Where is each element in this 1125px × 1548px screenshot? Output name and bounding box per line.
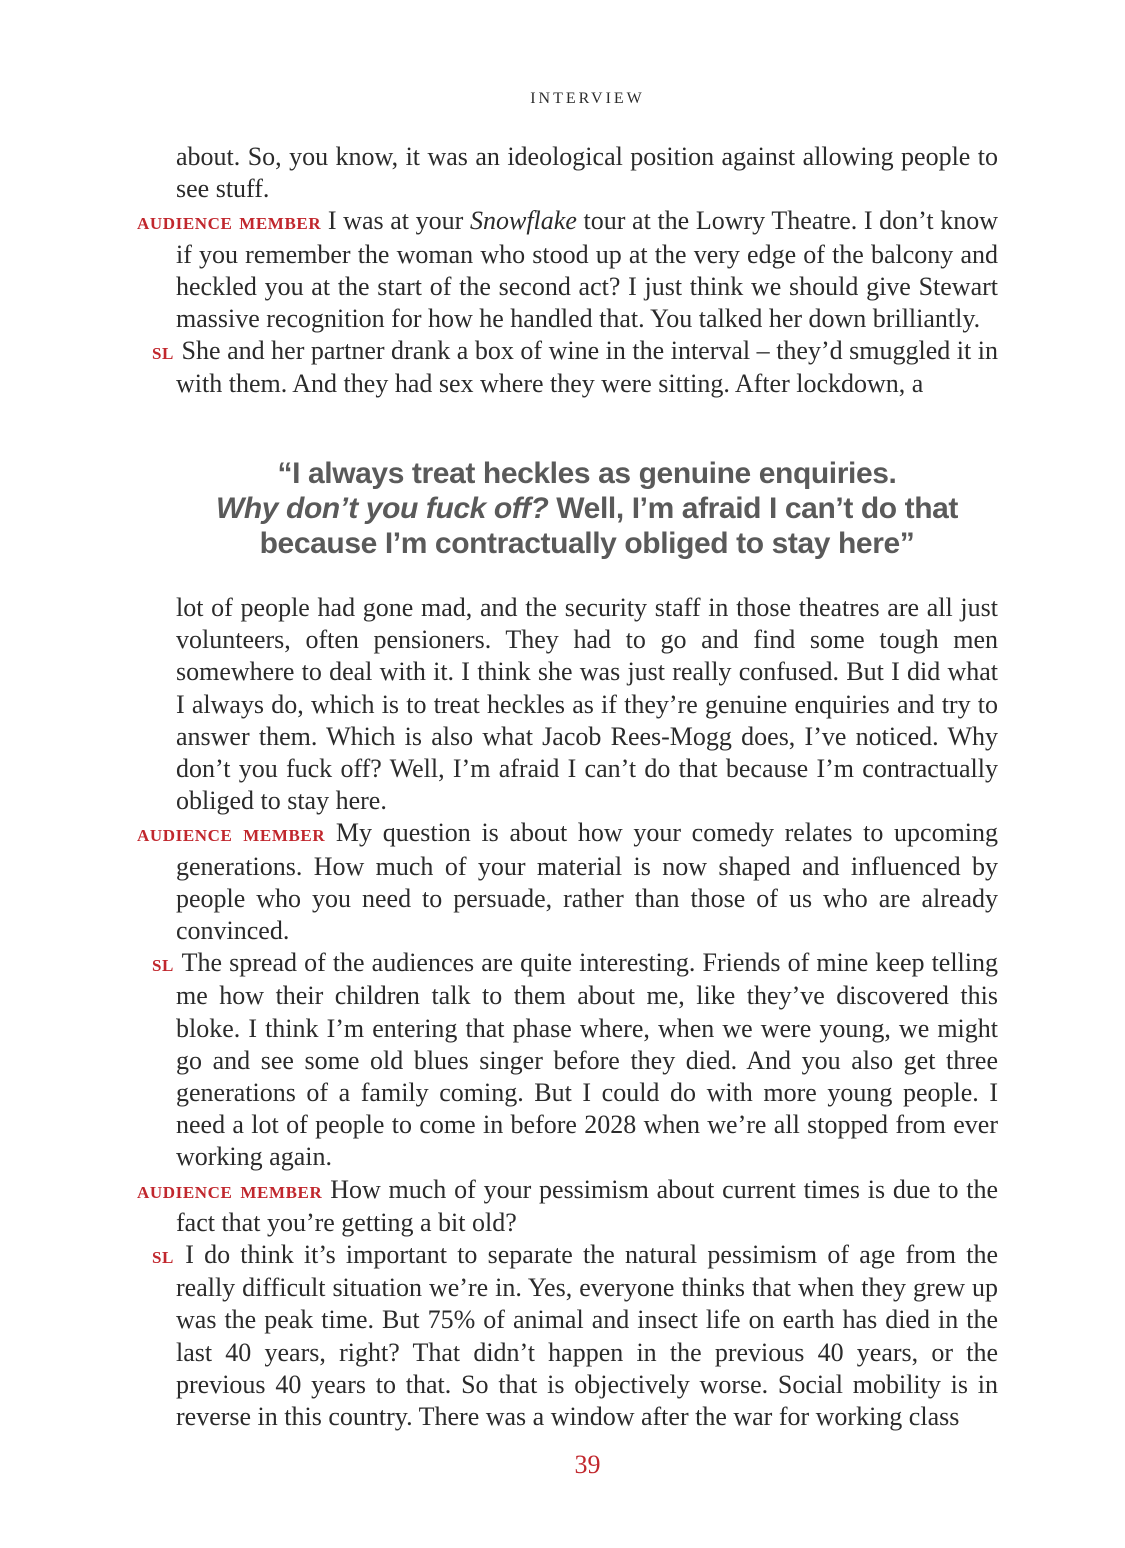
paragraph-audience-question	[137, 817, 998, 947]
article-body-bottom	[137, 592, 998, 1433]
speaker-label: sl	[152, 951, 174, 978]
speaker-label: audience member	[137, 209, 322, 236]
pull-quote-italic: Why don’t you fuck off?	[215, 492, 549, 525]
paragraph-text: I do think it’s important to separate the natural pessimism of age from the really difficult situation we’re in. Yes, everyone thinks that when they grew up was the peak time. But 75% of animal and insect life on earth has died in the last 40 years, right? That didn’t happen in the previous 40 years, or the previous 40 years to that. So that is objectively worse. Social mobility is in reverse in this country. There was a window after the war for working class	[176, 1240, 998, 1432]
paragraph-audience-question	[137, 205, 998, 335]
paragraph-text: She and her partner drank a box of wine in the interval – they’d smuggled it in with them. And they had sex where they were sitting. After lockdown, a	[176, 336, 999, 399]
text-segment: tour at the Lowry Theatre. I don’t know if you remember the woman who stood up at the very edge of the balcony and heckled you at the start of the second act? I just think we should give Stewart massive recognition for how he handled that. You talked her down brilliantly.	[176, 206, 999, 334]
show-title: Snowflake	[469, 206, 577, 236]
paragraph-sl-answer	[137, 947, 998, 1173]
pull-quote-line: because I’m contractually obliged to stay here”	[259, 527, 915, 560]
paragraph-audience-question	[137, 1174, 998, 1239]
page-number: 39	[574, 1450, 601, 1479]
speaker-label: audience member	[137, 1177, 323, 1204]
pull-quote-segment: Well, I’m afraid I can’t do that	[548, 492, 959, 525]
section-header: INTERVIEW	[530, 90, 645, 107]
paragraph-text: lot of people had gone mad, and the security staff in those theatres are all just volunteers, often pensioners. They had to go and find some tough men somewhere to deal with it. I think she was just really confused. But I did what I always do, which is to treat heckles as if they’re genuine enquiries and try to answer them. Which is also what Jacob Rees-Mogg does, I’ve noticed. Why don’t you fuck off? Well, I’m afraid I can’t do that because I’m contractually obliged to stay here.	[176, 593, 998, 816]
speaker-label: sl	[152, 339, 174, 366]
paragraph-continued	[137, 592, 998, 817]
paragraph-sl-answer	[137, 1239, 998, 1433]
text-segment: I was at your	[327, 206, 470, 236]
paragraph-text: My question is about how your comedy relates to upcoming generations. How much of your material is now shaped and influenced by people who you need to persuade, rather than those of us who are already convinced.	[176, 818, 999, 946]
pull-quote	[137, 456, 1037, 561]
pull-quote-line: “I always treat heckles as genuine enquiries.	[277, 457, 897, 490]
pull-quote-line	[137, 491, 1037, 526]
article-body-top	[137, 141, 998, 401]
paragraph-text: about. So, you know, it was an ideological position against allowing people to see stuff.	[176, 142, 998, 204]
paragraph-continued	[137, 141, 998, 205]
speaker-label: audience member	[137, 821, 326, 848]
paragraph-text: How much of your pessimism about current times is due to the fact that you’re getting a bit old?	[176, 1174, 999, 1237]
paragraph-text: The spread of the audiences are quite interesting. Friends of mine keep telling me how their children talk to them about me, like they’ve discovered this bloke. I think I’m entering that phase where, when we were young, we might go and see some old blues singer before they died. And you also get three generations of a family coming. But I could do with more young people. I need a lot of people to come in before 2028 when we’re all stopped from ever working again.	[176, 948, 999, 1172]
speaker-label: sl	[152, 1243, 174, 1270]
paragraph-sl-answer	[137, 335, 998, 400]
